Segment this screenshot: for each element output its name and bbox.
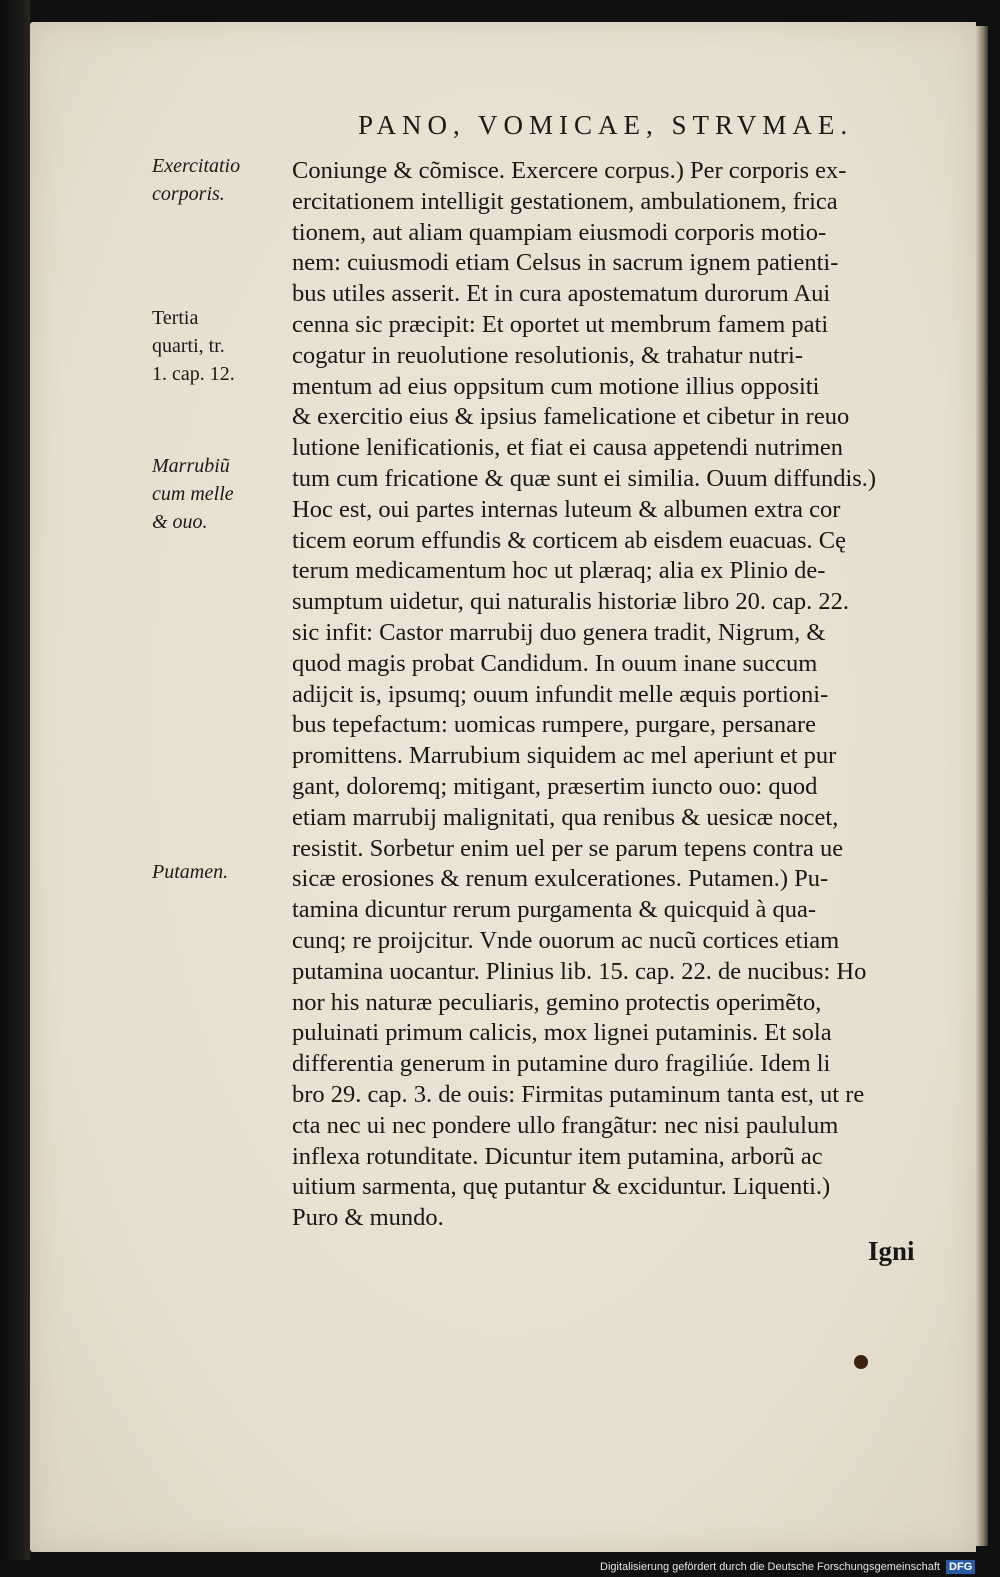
text-line: quod magis probat Candidum. In ouum inane succum — [292, 649, 818, 677]
running-head: PANO, VOMICAE, STRVMAE. — [358, 110, 854, 140]
text-line: putamina uocantur. Plinius lib. 15. cap. 22. de nucibus: Ho — [292, 957, 867, 985]
text-line: puluinati primum calicis, mox lignei putaminis. Et sola — [292, 1019, 832, 1047]
text-line: resistit. Sorbetur enim uel per se parum tepens contra ue — [292, 834, 844, 862]
text-line: & exercitio eius & ipsius famelicatione et cibetur in reuo — [292, 403, 850, 431]
text-line: bro 29. cap. 3. de ouis: Firmitas putaminum tanta est, ut re — [292, 1080, 865, 1108]
margin-note-exercitatio: Exercitatio corporis. — [152, 155, 241, 205]
text-line: uitium sarmenta, quę putantur & exciduntur. Liquenti.) — [292, 1173, 831, 1201]
text-line: bus utiles asserit. Et in cura apostematum durorum Aui — [292, 280, 831, 308]
text-line: Coniunge & cõmisce. Exercere corpus.) Per corporis ex- — [292, 157, 847, 184]
text-line: ercitationem intelligit gestationem, ambulationem, frica — [292, 187, 838, 215]
text-line: Hoc est, oui partes internas luteum & albumen extra cor — [292, 495, 841, 523]
dfg-logo: DFG — [946, 1560, 975, 1574]
text-line: adijcit is, ipsumq; ouum infundit melle æquis portioni- — [292, 680, 829, 708]
text-line: lutione lenificationis, et fiat ei causa appetendi nutrimen — [292, 434, 844, 462]
text-line: cenna sic præcipit: Et oportet ut membrum famem pati — [292, 310, 829, 338]
ink-spot — [854, 1355, 868, 1369]
scan-background-strip — [0, 0, 30, 1560]
text-line: inflexa rotunditate. Dicuntur item putamina, arborũ ac — [292, 1142, 823, 1170]
text-line: tamina dicuntur rerum purgamenta & quicquid à qua- — [292, 896, 817, 924]
text-line: tionem, aut aliam quampiam eiusmodi corporis motio- — [292, 218, 827, 246]
catchword: Igni — [868, 1236, 915, 1266]
margin-note-tertia-quarti: Tertia quarti, tr. 1. cap. 12. — [152, 307, 235, 385]
text-line: bus tepefactum: uomicas rumpere, purgare, persanare — [292, 711, 817, 739]
text-line: promittens. Marrubium siquidem ac mel aperiunt et pur — [292, 742, 837, 770]
margin-note-putamen: Putamen. — [152, 861, 229, 883]
text-line: Puro & mundo. — [292, 1204, 444, 1232]
text-line: differentia generum in putamine duro fragiliúe. Idem li — [292, 1050, 831, 1078]
text-line: sumptum uidetur, qui naturalis historiæ libro 20. cap. 22. — [292, 588, 850, 616]
text-line: gant, doloremq; mitigant, præsertim iuncto ouo: quod — [292, 772, 818, 800]
text-line: cogatur in reuolutione resolutionis, & trahatur nutri- — [292, 341, 803, 369]
footer-credit-text: Digitalisierung gefördert durch die Deutsche Forschungsgemeinschaft — [600, 1561, 940, 1573]
text-line: ticem eorum effundis & corticem ab eisdem euacuas. Cę — [292, 526, 847, 554]
main-text-block — [292, 156, 932, 1234]
text-line: cunq; re proijcitur. Vnde ouorum ac nucũ cortices etiam — [292, 926, 840, 954]
margin-note-marrubium: Marrubiũ cum melle & ouo. — [152, 455, 234, 533]
text-line: nem: cuiusmodi etiam Celsus in sacrum ignem patienti- — [292, 249, 839, 277]
text-line: nor his naturæ peculiaris, gemino protectis operimẽto, — [292, 988, 822, 1016]
page-edge — [976, 26, 988, 1546]
text-line: sicæ erosiones & renum exulcerationes. Putamen.) Pu- — [292, 865, 829, 893]
text-line: etiam marrubij malignitati, qua renibus & uesicæ nocet, — [292, 803, 839, 831]
text-line: mentum ad eius oppsitum cum motione illius oppositi — [292, 372, 820, 400]
digitization-footer — [600, 1558, 1000, 1577]
text-line: tum cum fricatione & quæ sunt ei similia. Ouum diffundis.) — [292, 464, 877, 492]
text-line: cta nec ui nec pondere ullo frangãtur: nec nisi paululum — [292, 1111, 839, 1139]
text-line: terum medicamentum hoc ut plæraq; alia ex Plinio de- — [292, 557, 826, 585]
text-line: sic infit: Castor marrubij duo genera tradit, Nigrum, & — [292, 618, 826, 646]
